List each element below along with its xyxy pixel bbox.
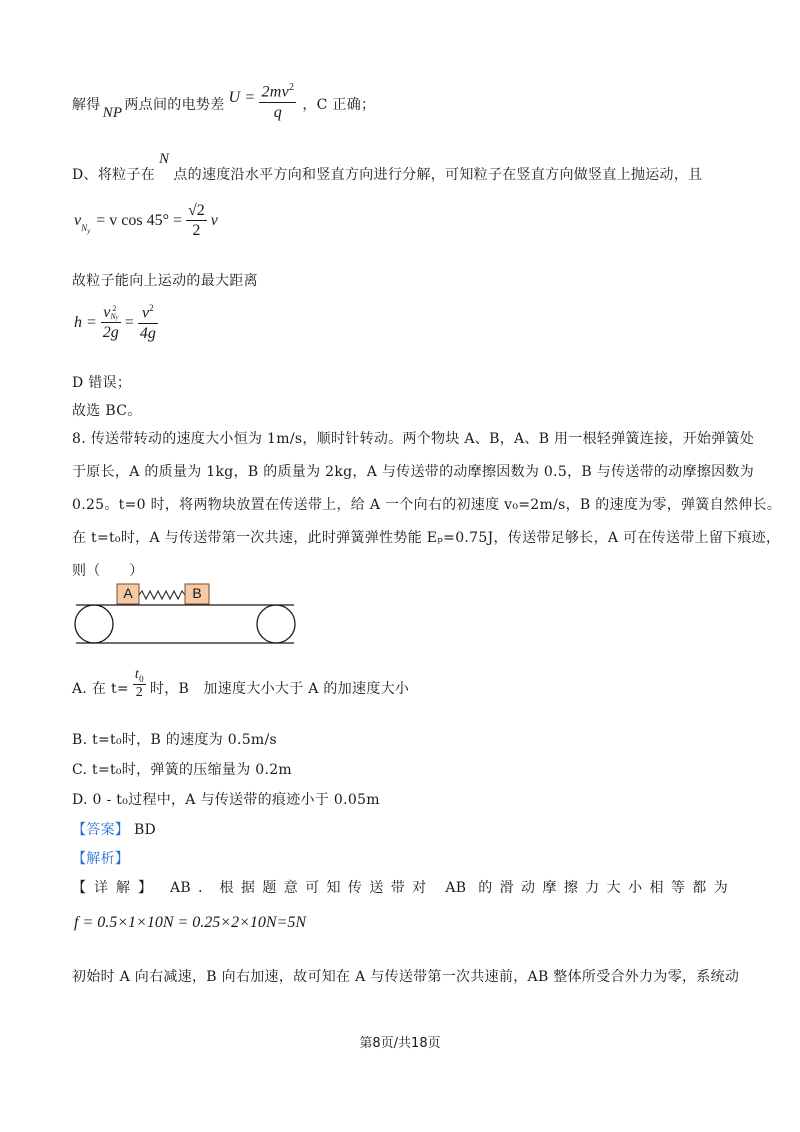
option-a [72, 656, 409, 702]
option-d-analysis-line [72, 148, 702, 184]
question-8-line-1: 8. 传送带转动的速度大小恒为 1m/s，顺时针转动。两个物块 A、B，A、B 用一根轻弹簧连接，开始弹簧处 [72, 431, 755, 447]
last-paragraph-line: 初始时 A 向右减速，B 向右加速，故可知在 A 与传送带第一次共速前，AB 整体所受合外力为零，系统动 [72, 969, 740, 985]
option-a-frac-sub: 0 [139, 673, 144, 684]
fraction-exponent: 2 [289, 82, 295, 94]
velocity-subscript: N [81, 223, 88, 233]
frac2-denominator: 4g [139, 324, 156, 342]
option-a-suffix: 时，B 加速度大小大于 A 的加速度大小 [149, 681, 410, 697]
equation-friction [74, 914, 306, 932]
block-a-label: A [123, 585, 133, 601]
frac1-denominator: 2g [102, 324, 119, 342]
option-d-prefix: D、将粒子在 [72, 167, 156, 183]
equals-sign: = [244, 89, 256, 106]
option-a-frac-num: t [134, 667, 140, 683]
solution-text-middle: 两点间的电势差 [124, 97, 225, 113]
equation-max-height [74, 298, 158, 348]
friction-equation-text: f = 0.5×1×10N = 0.25×2×10N=5N [74, 914, 307, 931]
equation-middle: = v cos 45° = [96, 212, 183, 229]
option-d: D. 0 - t₀过程中，A 与传送带的痕迹小于 0.05m [72, 792, 380, 808]
velocity-symbol: v [74, 212, 82, 229]
height-fraction-1 [101, 304, 121, 343]
choose-bc-text: 故选 BC。 [72, 403, 142, 419]
fraction-denominator: q [273, 103, 283, 121]
sqrt-numerator: √2 [186, 202, 207, 221]
answer-label: 【答案】 [72, 822, 130, 838]
spring [139, 591, 185, 599]
option-a-fraction [133, 667, 146, 702]
sqrt-two-over-two [186, 202, 207, 241]
frac2-numerator: v [142, 304, 150, 322]
frac1-numerator: v [103, 303, 111, 321]
height-equals: = [124, 314, 134, 331]
question-8-line-4: 在 t=t₀时，A 与传送带第一次共速，此时弹簧弹性势能 Eₚ=0.75J，传送带足够长，A 可在传送带上留下痕迹， [72, 530, 781, 546]
option-a-prefix: A. 在 t= [72, 681, 129, 697]
frac1-subscript: N [110, 312, 116, 322]
answer-value: BD [133, 822, 157, 838]
solution-text-prefix: 解得 [72, 97, 101, 113]
block-b-label: B [192, 585, 202, 601]
analysis-label: 【解析】 [72, 851, 130, 867]
potential-fraction [259, 82, 296, 122]
answer-line [72, 819, 156, 839]
question-8-line-5: 则（ ） [72, 563, 144, 579]
question-8-line-3: 0.25。t=0 时，将两物块放置在传送带上，给 A 一个向右的初速度 v₀=2m/s，B 的速度为零，弹簧自然伸长。 [72, 497, 782, 513]
belt-right-wheel [257, 605, 295, 643]
detail-text: AB．根据题意可知传送带对 AB 的滑动摩擦力大小相等都为 [170, 880, 728, 896]
detail-label: 【详解】 [72, 880, 160, 896]
potential-symbol: U [228, 89, 241, 106]
detail-line [72, 877, 728, 897]
option-d-suffix: 点的速度沿水平方向和竖直方向进行分解，可知粒子在竖直方向做竖直上抛运动，且 [173, 167, 703, 183]
velocity-sub-subscript: y [87, 227, 91, 235]
point-n-label: N [159, 151, 170, 167]
solution-text-suffix: ，C 正确； [302, 97, 376, 113]
option-b: B. t=t₀时，B 的速度为 0.5m/s [72, 732, 278, 748]
frac1-exponent: 2 [112, 304, 117, 314]
page-footer: 第8页/共18页 [359, 1036, 441, 1051]
height-fraction-2 [138, 303, 158, 343]
frac2-exponent: 2 [149, 303, 154, 314]
max-distance-text: 故粒子能向上运动的最大距离 [72, 273, 258, 289]
option-a-frac-den: 2 [135, 685, 144, 701]
frac1-sub-subscript: y [115, 315, 119, 322]
height-lhs: h = [74, 314, 97, 331]
solution-line-potential-difference [72, 80, 375, 128]
belt-left-wheel [75, 605, 113, 643]
equation-vertical-velocity [74, 198, 218, 244]
option-c: C. t=t₀时，弹簧的压缩量为 0.2m [72, 762, 292, 778]
equation-tail: v [210, 212, 218, 229]
sqrt-denominator: 2 [192, 222, 201, 240]
fraction-numerator: 2mv [261, 83, 290, 101]
points-np-label: NP [102, 104, 123, 121]
option-d-wrong-text: D 错误； [72, 375, 132, 391]
question-8-line-2: 于原长，A 的质量为 1kg，B 的质量为 2kg，A 与传送带的动摩擦因数为 0.5，B 与传送带的动摩擦因数为 [72, 464, 755, 480]
